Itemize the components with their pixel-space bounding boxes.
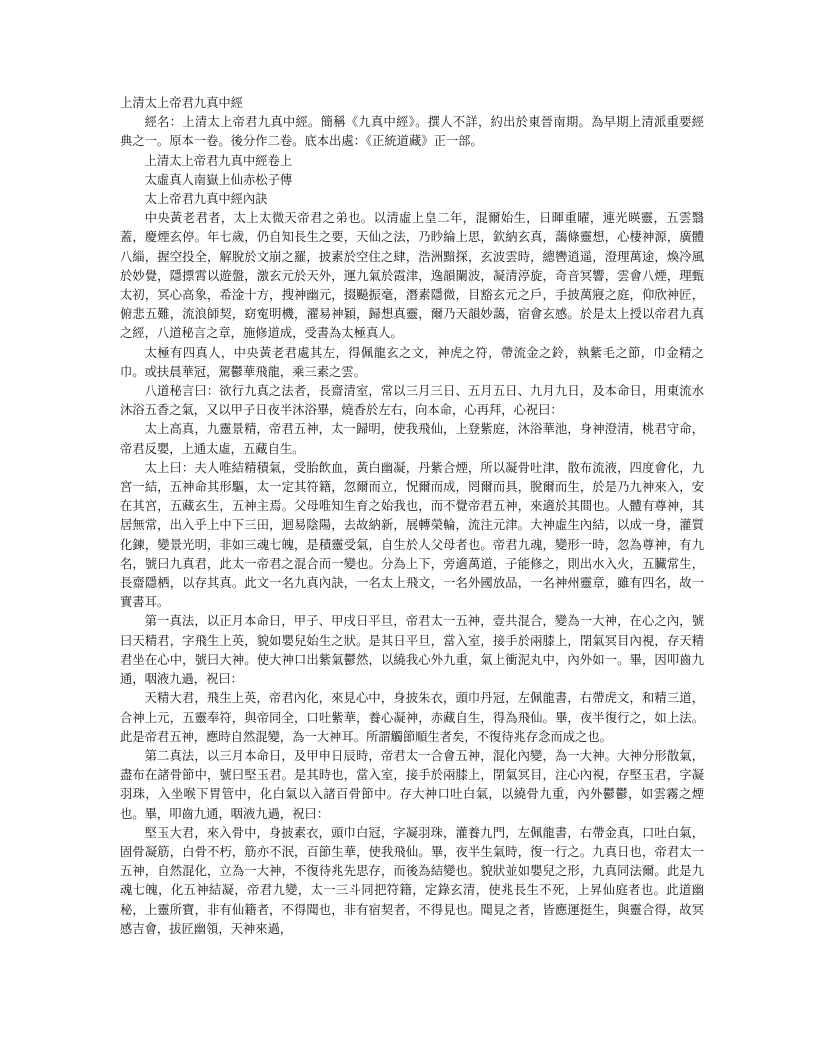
scripture-text xyxy=(120,94,704,939)
section-heading: 太上帝君九真中經內訣 xyxy=(144,192,268,207)
transmitter-line: 太虛真人南嶽上仙赤松子傳 xyxy=(144,172,293,187)
body-paragraph: 第二真法，以三月本命日，及甲申日辰時，帝君太一合會五神，混化內變，為一大神。大神分形散氣，盡布在諸骨節中，號曰堅玉君。是其時也，當入室，接手於兩膝上，閉氣冥目，注心內視，存堅玉君，字凝羽珠，入坐喉下胃管中，化白氣以入諸百骨節中。存大神口吐白氣，以繞骨九重，內外鬱鬱，如雲霧之煙也。畢，叩齒九通，咽液九過，祝曰： xyxy=(120,748,704,821)
body-paragraph: 第一真法，以正月本命日，甲子、甲戌日平旦，帝君太一五神，壹共混合，變為一大神，在心之內，號曰天精君，字飛生上英，貌如嬰兒始生之狀。是其日平旦，當入室，接手於兩膝上，閉氣冥目內視，存天精君坐在心中，號曰大神。使大神口出紫氣鬱然，以繞我心外九重，氣上衝泥丸中，內外如一。畢，因叩齒九通，咽液九過，祝曰： xyxy=(120,614,704,687)
volume-heading: 上清太上帝君九真中經卷上 xyxy=(144,153,293,168)
body-paragraph: 中央黃老君者，太上太微天帝君之弟也。以清虛上皇二年，混爾始生，日暉重曜，連光暎靈，五雲翳蓋，慶煙玄停。年七歲，仍自知長生之要，天仙之法，乃眇綸上思，欽納玄真，藹條靈想，心棲神源，廣體八緇，握空投全，解脫於文崩之羅，披素於空住之肆，浩洲黯探，玄波雲時，總轡逍遥，澄理萬途，煥冷風於妙覺，隱摽霄以遊盤，激玄元於天外，運九氣於霞津，逸韻闌波，凝清渟旋，奇音冥響，雲會八煙，理甄太初，冥心高象，希淦十方，搜神幽元，掇飈振毫，潛素隱微，目豁玄元之戶，手披萬寢之庭，仰欣神匠，俯悲五難，流浪師契，窈寃明機，濯易神穎，歸想真靈，爾乃天韻妙藹，宿會玄感。於是太上授以帝君九真之經，八道秘言之章，施修道成，受書為太極真人。 xyxy=(120,211,704,341)
incantation-paragraph: 堅玉大君，來入骨中，身披素衣，頭巾白冠，字凝羽珠，灌養九門，左佩龍書，右帶金真，口吐白氣，固骨凝筋，白骨不朽，筋亦不泯，百節生華，使我飛仙。畢，夜半生氣時，復一行之。九真日也，帝君太一五神，自然混化，立為一大神，不復待兆先思存，而後為結變也。貌狀並如嬰兒之形，九真同法爾。此是九魂七魄，化五神結凝，帝君九變，太一三斗同把符籍，定錄玄清，使兆長生不死，上昇仙庭者也。此道幽秘，上靈所寶，非有仙籍者，不得聞也，非有宿契者，不得見也。聞見之者，皆應運挺生，與靈合得，故冥感吉會，拔匠幽領，天神來過， xyxy=(120,825,704,936)
body-paragraph: 八道秘言曰：欲行九真之法者，長齋清室，常以三月三日、五月五日、九月九日，及本命日，用東流水沐浴五香之氣，又以甲子日夜半沐浴畢，燒香於左右，向本命，心再拜，心祝曰： xyxy=(120,384,704,418)
incantation-paragraph: 天精大君，飛生上英，帝君內化，來見心中，身披朱衣，頭巾丹冠，左佩龍書，右帶虎文，和精三道，合神上元，五靈奉符，與帝同全，口吐紫華，養心凝神，赤藏自生，得為飛仙。畢，夜半復行之，如上法。此是帝君五神，應時自然混變，為一大神耳。所謂觸節順生者矣，不復待兆存念而成之也。 xyxy=(120,691,704,744)
document-title: 上清太上帝君九真中經 xyxy=(120,96,243,110)
incantation-paragraph: 太上高真，九靈景精，帝君五神，太一歸明，使我飛仙，上登紫庭，沐浴華池，身神澄清，桃君守命，帝君反嬰，上通太虛，五藏自生。 xyxy=(120,422,704,456)
scripture-info-paragraph: 經名：上清太上帝君九真中經。簡稱《九真中經》。撰人不詳，約出於東晉南期。為早期上清派重要經典之一。原本一卷。後分作二卷。底本出處：《正統道藏》正一部。 xyxy=(120,115,704,149)
body-paragraph: 太上曰：夫人唯結精積氣，受胎飲血，黃白幽凝，丹紫合煙，所以凝骨吐津，散布流液，四度會化，九宮一結，五神命其形驅，太一定其符籍，忽爾而立，怳爾而成，罔爾而具，脫爾而生，於是乃九神來入，安在其宮，五藏玄生，五神主焉。父母唯知生育之始我也，而不覺帝君五神，來適於其間也。人體有尊神，其居無常，出入乎上中下三田，迴易陰陽，去故納新，展轉榮輪，流注元津。大神虛生內結，以成一身，灌質化鍊，變景光明，非如三魂七魄，是積靈受氣，自生於人父母者也。帝君九魂，變形一時，忽為尊神，有九名，號曰九真君，此太一帝君之混合而一變也。分為上下，旁適萬道，子能修之，則出水入火，五臟常生，長齋隱栖，以存其真。此文一名九真內訣，一名太上飛文，一名外國放品，一名神州靈章，雖有四名，故一實書耳。 xyxy=(120,460,704,610)
body-paragraph: 太極有四真人，中央黃老君處其左，得佩龍玄之文，神虎之符，帶流金之鈴，執紫毛之節，巾金精之巾。或扶晨華冠，駕鬱華飛龍，乘三素之雲。 xyxy=(120,345,704,379)
